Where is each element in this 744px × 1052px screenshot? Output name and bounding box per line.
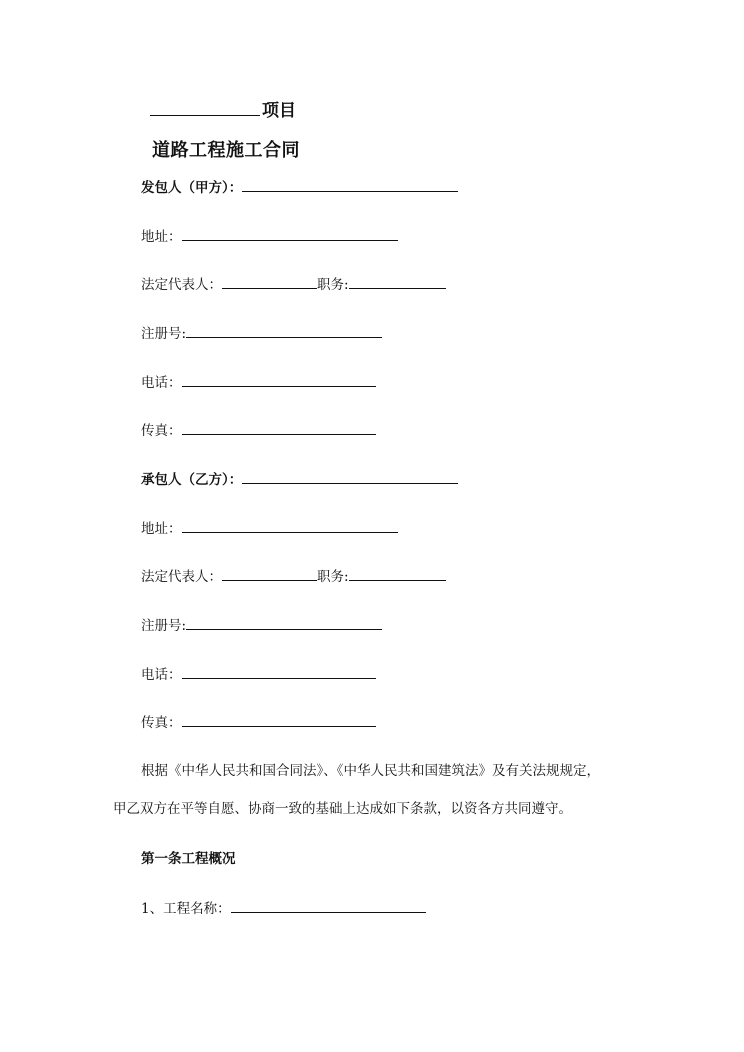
project-name-row	[141, 899, 426, 918]
party-b-address-blank[interactable]	[182, 519, 398, 533]
party-a-legal-rep-row	[141, 275, 446, 294]
project-suffix: 项目	[262, 101, 296, 121]
party-a-reg-no-label: 注册号:	[141, 326, 187, 342]
party-a-fax-label: 传真：	[141, 423, 182, 439]
contract-title: 道路工程施工合同	[152, 140, 300, 161]
intro-line-1: 根据《中华人民共和国合同法》、《中华人民共和国建筑法》及有关法规规定，	[141, 763, 600, 779]
party-b-position-blank[interactable]	[349, 567, 446, 581]
party-a-label: 发包人（甲方）：	[141, 180, 243, 196]
party-b-position-label: 职务:	[317, 569, 349, 585]
party-a-address-blank[interactable]	[182, 227, 398, 241]
party-a-phone-row	[141, 373, 376, 392]
party-a-reg-no-blank[interactable]	[186, 324, 382, 338]
party-b-reg-no-row	[141, 616, 382, 635]
party-b-address-row	[141, 519, 398, 538]
party-b-legal-rep-label: 法定代表人：	[141, 569, 222, 585]
article-1-heading: 第一条工程概况	[141, 851, 236, 867]
party-b-phone-row	[141, 665, 376, 684]
party-b-phone-blank[interactable]	[182, 665, 376, 679]
party-b-legal-rep-blank[interactable]	[222, 567, 317, 581]
party-a-phone-blank[interactable]	[182, 373, 376, 387]
party-b-reg-no-label: 注册号:	[141, 618, 187, 634]
party-a-reg-no-row	[141, 324, 382, 343]
party-b-phone-label: 电话：	[141, 667, 182, 683]
party-a-address-row	[141, 227, 398, 246]
party-a-legal-rep-label: 法定代表人：	[141, 277, 222, 293]
party-b-fax-row	[141, 713, 376, 732]
party-a-legal-rep-blank[interactable]	[222, 275, 317, 289]
party-a-fax-blank[interactable]	[182, 421, 376, 435]
project-title	[150, 96, 296, 121]
party-a-position-label: 职务:	[317, 277, 349, 293]
party-a-blank[interactable]	[242, 178, 458, 192]
party-b-blank[interactable]	[242, 470, 458, 484]
party-b-reg-no-blank[interactable]	[186, 616, 382, 630]
party-a-row	[141, 178, 458, 197]
party-a-phone-label: 电话：	[141, 375, 182, 391]
intro-line-2: 甲乙双方在平等自愿、协商一致的基础上达成如下条款，以资各方共同遵守。	[113, 801, 572, 817]
project-name-field-blank[interactable]	[231, 899, 426, 913]
party-b-fax-label: 传真：	[141, 715, 182, 731]
party-a-fax-row	[141, 421, 376, 440]
party-a-position-blank[interactable]	[349, 275, 446, 289]
project-name-label: 1、工程名称：	[141, 901, 231, 917]
party-b-legal-rep-row	[141, 567, 446, 586]
project-name-blank[interactable]	[150, 99, 260, 116]
party-b-fax-blank[interactable]	[182, 713, 376, 727]
party-b-label: 承包人（乙方）：	[141, 472, 243, 488]
party-a-address-label: 地址：	[141, 229, 182, 245]
party-b-address-label: 地址：	[141, 521, 182, 537]
party-b-row	[141, 470, 458, 489]
